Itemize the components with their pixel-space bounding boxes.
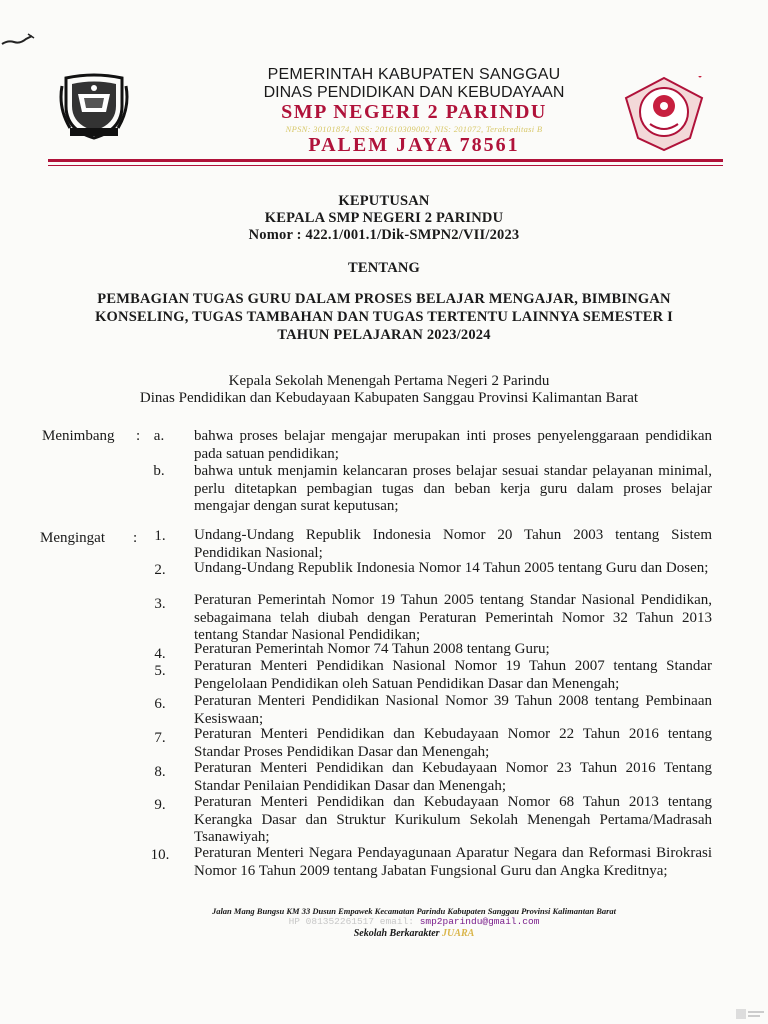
issuer-statement: Kepala Sekolah Menengah Pertama Negeri 2 Parindu [228,373,550,389]
section-colon: : [136,428,141,444]
list-marker: 8. [154,764,166,780]
document-title: KEPUTUSAN [338,193,430,209]
department-name: DINAS PENDIDIKAN DAN KEBUDAYAAN [263,84,565,101]
subject-line: TAHUN PELAJARAN 2023/2024 [277,327,491,343]
legal-basis-item: Peraturan Menteri Pendidikan dan Kebudayaan Nomor 23 Tahun 2016 Tentang Standar Penilaian Pendidikan Dasar dan Menengah; [194,760,712,794]
about-heading: TENTANG [347,260,421,276]
pen-mark-icon [0,30,40,52]
motto-highlight: JUARA [442,928,475,939]
legal-basis-item: Peraturan Menteri Pendidikan Nasional Nomor 39 Tahun 2008 tentang Pembinaan Kesiswaan; [194,693,712,727]
section-colon: : [133,530,138,546]
school-motto [60,928,768,939]
letterhead-divider [48,159,723,162]
list-marker: 3. [154,596,166,612]
phone-number: HP 081352261517 email: [288,916,414,927]
legal-basis-item: Peraturan Menteri Pendidikan dan Kebudayaan Nomor 68 Tahun 2013 tentang Kerangka Dasar dan Struktur Kurikulum Sekolah Menengah Pertama/Madrasah Tsanawiyah; [194,794,712,845]
consideration-item: bahwa proses belajar mengajar merupakan inti proses penyelenggaraan pendidikan pada satuan pendidikan; [194,428,712,462]
government-name: PEMERINTAH KABUPATEN SANGGAU [267,66,561,83]
document-number: Nomor : 422.1/001.1/Dik-SMPN2/VII/2023 [248,227,520,243]
legal-basis-item: Peraturan Pemerintah Nomor 74 Tahun 2008 tentang Guru; [194,641,550,657]
list-marker: 7. [154,730,166,746]
school-location: PALEM JAYA 78561 [308,134,520,156]
letterhead-divider-thin [48,165,723,166]
consideration-item: bahwa untuk menjamin kelancaran proses belajar sesuai standar pelayanan minimal, perlu ditetapkan pembagian tugas dan beban kerja guru dalam proses belajar mengajar dengan surat keputusan; [194,463,712,514]
list-marker: 9. [154,797,166,813]
list-marker: 10. [150,847,170,863]
document-issuer: KEPALA SMP NEGERI 2 PARINDU [264,210,504,226]
section-label-menimbang: Menimbang [42,428,115,444]
list-marker: 5. [154,663,166,679]
scanner-watermark-icon [736,1008,764,1020]
list-marker: b. [153,463,165,479]
legal-basis-item: Peraturan Menteri Pendidikan dan Kebudayaan Nomor 22 Tahun 2016 tentang Standar Proses Pendidikan Dasar dan Menengah; [194,726,712,760]
legal-basis-item: Undang-Undang Republik Indonesia Nomor 14 Tahun 2005 tentang Guru dan Dosen; [194,560,709,576]
list-marker: a. [153,428,165,444]
legal-basis-item: Undang-Undang Republik Indonesia Nomor 20 Tahun 2003 tentang Sistem Pendidikan Nasional; [194,527,712,561]
list-marker: 1. [154,528,166,544]
legal-basis-item: Peraturan Menteri Negara Pendayagunaan Aparatur Negara dan Reformasi Birokrasi Nomor 16 Tahun 2009 tentang Jabatan Fungsional Guru dan Angka Kreditnya; [194,845,712,879]
list-marker: 6. [154,696,166,712]
list-marker: 4. [154,646,166,662]
school-name: SMP NEGERI 2 PARINDU [281,101,547,123]
email-link[interactable]: smp2parindu@gmail.com [419,916,540,927]
contact-line [60,916,768,927]
issuer-statement: Dinas Pendidikan dan Kebudayaan Kabupaten Sanggau Provinsi Kalimantan Barat [139,390,639,406]
legal-basis-item: Peraturan Menteri Pendidikan Nasional Nomor 19 Tahun 2007 tentang Standar Pengelolaan Pendidikan oleh Satuan Pendidikan Dasar dan Menengah; [194,658,712,692]
subject-line: KONSELING, TUGAS TAMBAHAN DAN TUGAS TERTENTU LAINNYA SEMESTER I [95,309,673,325]
subject-line: PEMBAGIAN TUGAS GURU DALAM PROSES BELAJAR MENGAJAR, BIMBINGAN [97,291,671,307]
school-address: Jalan Mang Bungsu KM 33 Dusun Empawek Kecamatan Parindu Kabupaten Sanggau Provinsi Kalimantan Barat [211,906,617,916]
list-marker: 2. [154,562,166,578]
legal-basis-item: Peraturan Pemerintah Nomor 19 Tahun 2005 tentang Standar Nasional Pendidikan, sebagaimana telah diubah dengan Peraturan Pemerintah Nomor 32 Tahun 2013 tentang Standar Nasional Pendidikan; [194,592,712,643]
section-label-mengingat: Mengingat [40,530,105,546]
motto-prefix: Sekolah Berkarakter [353,928,440,939]
school-identifiers: NPSN: 30101874, NSS: 201610309002, NIS: 201072, Terakreditasi B [285,124,543,134]
